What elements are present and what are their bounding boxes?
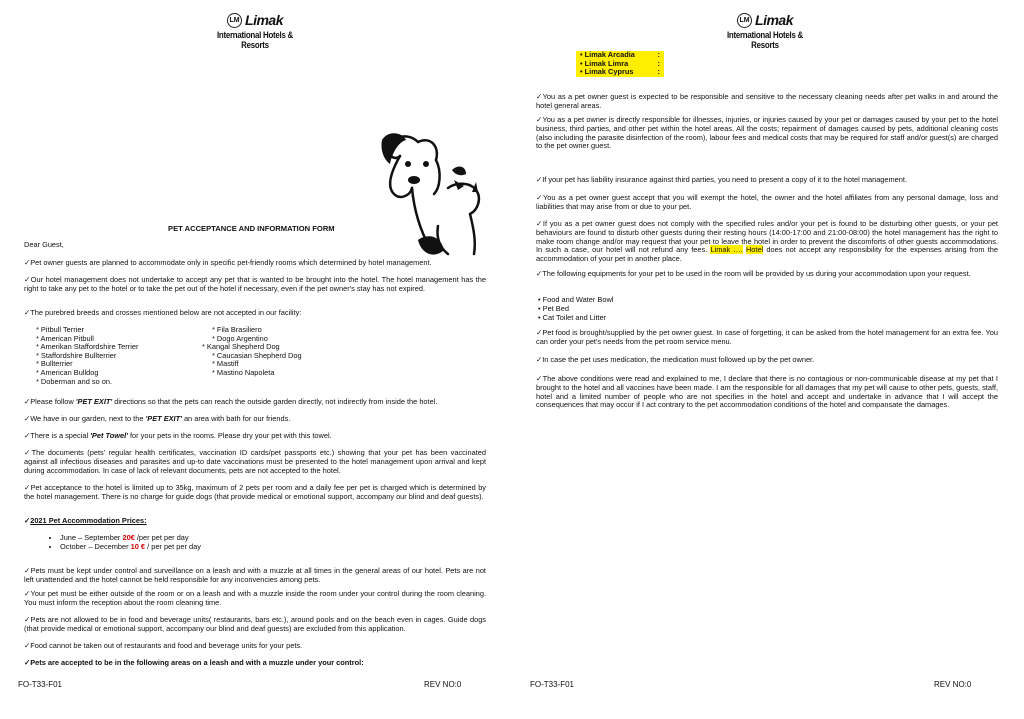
breed-item: * Caucasian Shepherd Dog	[212, 350, 302, 360]
paragraph-declaration: ✓The above conditions were read and explained to me, I declare that there is no contagious or non-communicable disease at my pet that I brought to the hotel and all vaccines have been made. I am the responsible for all damages that my pet will cause to other pets, guests, staff, hotel and a limited number of people who are not specifies in the hotel and accept and undertake in advance that I will accept the consequences that may occur if I act contrary to the pet accommodation conditions of the hotel and compansate the damages.	[536, 374, 998, 410]
footer-form-code: FO-T33-F01	[18, 680, 63, 689]
paragraph-medication: ✓In case the pet uses medication, the medication must followed up by the pet owner.	[536, 355, 815, 364]
breed-item: * Amerikan Staffordshire Terrier	[36, 342, 139, 352]
paragraph-disturbance: ✓If you as a pet owner guest does not comply with the specified rules and/or your pet is found to be disturbing other guests, or your pet behaviours are found to disturb other guests during their resting hours (14:00-17:00 and 21:00-08:00) the hotel management has the right to make room change and/or may request that your pet to leave the hotel in order to prevent the discomforts of other guests accommodations. In such a case, our hotel will not refund any fees. Limak …. Hotel does not accept any responsibility for the expenses arising from the accommodation of your pet in another place.	[536, 219, 999, 264]
paragraph-documents: ✓The documents (pets' regular health certificates, vaccination ID cards/pet passports etc.) showing that your pet has been vaccinated against all infectious diseases and parasites and up-to date vaccinations must be presented to the hotel management upon arrival and kept during accommodation. In case of lack of relevant documents, pets are not accepted to the hotel.	[24, 448, 486, 475]
breed-item: * American Bulldog	[36, 367, 99, 377]
hotel-item: • Limak Arcadia :	[580, 50, 660, 59]
hotel-item: • Limak Limra :	[580, 58, 660, 68]
hotel-item: • Limak Cyprus :	[580, 67, 660, 77]
paragraph-weight-limit: ✓Pet acceptance to the hotel is limited up to 35kg, maximum of 2 pets per room and a daily fee per pet is charged which is determined by the hotel management. There is no charge for guide dogs (that provide medical or emotional support, accompany our blind and deaf guests).	[24, 483, 486, 501]
breeds-left-list	[36, 326, 206, 386]
breed-item: * Pitbull Terrier	[36, 325, 84, 334]
limak-mark-icon: LM	[737, 13, 752, 28]
breed-item: * Mastino Napoleta	[212, 367, 275, 377]
paragraph-pet-towel: ✓There is a special 'Pet Towel' for your pets in the rooms. Please dry your pet with this towel.	[24, 431, 332, 440]
breeds-right-list	[202, 326, 362, 378]
paragraph-pet-friendly-rooms: ✓Pet owner guests are planned to accommodate only in specific pet-friendly rooms which determined by hotel management.	[24, 258, 432, 267]
price-item-summer: • June – September 20€ /per pet per day	[60, 533, 201, 542]
logo-subtitle: International Hotels & Resorts	[216, 30, 294, 50]
footer-revision: REV NO:0	[424, 680, 462, 689]
paragraph-restricted-areas: ✓Pets are not allowed to be in food and beverage units( restaurants, bars etc.), around pools and on the beach even in cages. Guide dogs (that provide medical or emotional support, accompany our blind and deaf guests) are excluded from this application.	[24, 615, 486, 633]
logo-name: Limak	[755, 12, 793, 28]
price-item-autumn: • October – December 10 € / per pet per day	[60, 542, 201, 551]
breed-item: * Kangal Shepherd Dog	[202, 342, 280, 352]
equipment-item: • Pet Bed	[538, 303, 569, 313]
paragraph-leash-muzzle: ✓Pets must be kept under control and surveillance on a leash and with a muzzle at all times in the general areas of our hotel. Pets are not left unattended and the hotel cannot be held responsible for any inconvencies among pets.	[24, 566, 486, 584]
paragraph-allowed-areas: ✓Pets are accepted to be in the following areas on a leash and with a muzzle under your control:	[24, 658, 364, 667]
limak-logo	[195, 12, 315, 50]
breed-item: * Doberman and so on.	[36, 376, 113, 386]
form-title: PET ACCEPTANCE AND INFORMATION FORM	[168, 224, 335, 233]
prices-title: ✓2021 Pet Accommodation Prices:	[24, 516, 147, 525]
logo-name: Limak	[245, 12, 283, 28]
greeting: Dear Guest,	[24, 240, 64, 249]
paragraph-garden-bath: ✓We have in our garden, next to the 'PET EXIT' an area with bath for our friends.	[24, 414, 291, 423]
footer-form-code: FO-T33-F01	[530, 680, 575, 689]
paragraph-damage-liability: ✓You as a pet owner is directly responsible for illnesses, injuries, or injuries caused by your pet or damages caused by your pet to the hotel business, third parties, and other pet within the hotel areas. All the costs; repairment of damages caused by pets, additional cleaning costs (also including the parasite disinfection of the room), labour fees and medical costs that may be required for staff and/or guest(s) are charged to the pet owner guest.	[536, 115, 998, 151]
paragraph-food: ✓Food cannot be taken out of restaurants and food and beverage units for your pets.	[24, 641, 303, 650]
paragraph-pet-exit: ✓Please follow 'PET EXIT' directions so that the pets can reach the outside garden directly, not indirectly from inside the hotel.	[24, 397, 438, 406]
paragraph-breeds-intro: ✓The purebred breeds and crosses mentioned below are not accepted in our facility:	[24, 308, 302, 317]
hotel-list	[576, 51, 664, 77]
form-page-1	[0, 0, 505, 719]
form-page-2	[512, 0, 1024, 719]
limak-logo	[705, 12, 825, 50]
equipment-item: • Food and Water Bowl	[538, 295, 614, 304]
equipment-list	[538, 296, 613, 322]
footer-revision: REV NO:0	[934, 680, 972, 689]
paragraph-room-cleaning: ✓Your pet must be either outside of the room or on a leash and with a muzzle inside the room under your control during the room cleaning. You must inform the reception about the room cleaning time.	[24, 589, 486, 607]
breed-item: * Mastiff	[212, 359, 239, 369]
paragraph-equipment-intro: ✓The following equipments for your pet to be used in the room will be provided by us during your accommodation upon your request.	[536, 269, 971, 278]
breed-item: * Bullterrier	[36, 359, 73, 369]
breed-item: * Staffordshire Bullterrier	[36, 350, 117, 360]
limak-mark-icon: LM	[227, 13, 242, 28]
paragraph-exemption: ✓You as a pet owner guest accept that you will exempt the hotel, the owner and the hotel affiliates from any personal damage, loss and liabilities that may arise from or due to your pet.	[536, 193, 998, 211]
equipment-item: • Cat Toilet and Litter	[538, 312, 607, 322]
breed-item: * Fila Brasiliero	[212, 325, 262, 334]
paragraph-hotel-rights: ✓Our hotel management does not undertake to accept any pet that is wanted to be brought into the hotel. The hotel management has the right to take any pet to the hotel or to take the pet out of the hotel if necessary, even if the pet owner's stay has not expired.	[24, 275, 486, 293]
breed-item: * American Pitbull	[36, 333, 94, 343]
paragraph-insurance: ✓If your pet has liability insurance against third parties, you need to present a copy of it to the hotel management.	[536, 175, 908, 184]
paragraph-pet-food: ✓Pet food is brought/supplied by the pet owner guest. In case of forgetting, it can be asked from the hotel management for an extra fee. You can order your pet's needs from the pet room service menu.	[536, 328, 998, 346]
logo-subtitle: International Hotels & Resorts	[726, 30, 804, 50]
price-list	[46, 533, 201, 551]
paragraph-cleaning-responsibility: ✓You as a pet owner guest is expected to be responsible and sensitive to the necessary cleaning needs after pet walks in and around the hotel general areas.	[536, 92, 998, 110]
breed-item: * Dogo Argentino	[212, 333, 268, 343]
